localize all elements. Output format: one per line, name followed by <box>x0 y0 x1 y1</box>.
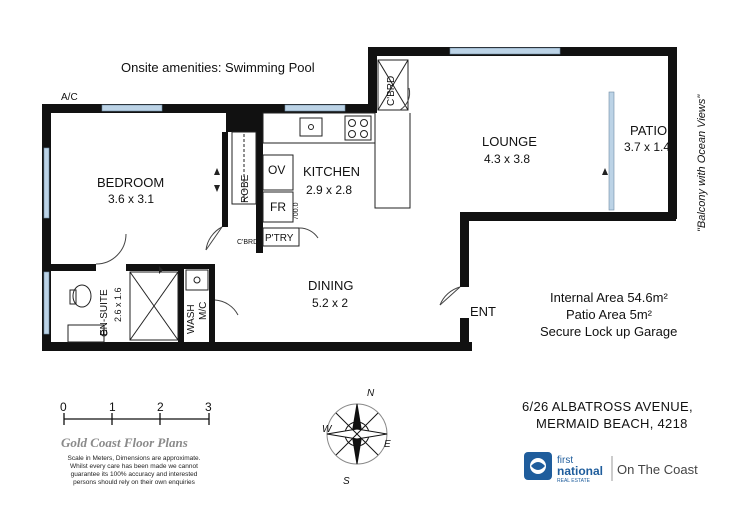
garage-note: Secure Lock up Garage <box>540 324 678 339</box>
scale-tick-1: 1 <box>109 400 116 414</box>
amenities-text: Onsite amenities: Swimming Pool <box>121 60 315 75</box>
fridge-width-label: 700.0 <box>293 202 300 220</box>
disclaimer-line-4: persons should rely on their own enquiries <box>73 479 195 486</box>
cupboard-top-label: C'BRD <box>386 75 397 106</box>
disclaimer-line-3: guarantee its 100% accuracy and interested <box>70 471 198 478</box>
fridge-label: FR <box>270 200 286 214</box>
oven-label: OV <box>268 163 286 177</box>
internal-area: Internal Area 54.6m² <box>550 290 668 305</box>
agent-office: On The Coast <box>617 462 698 477</box>
agent-first: first <box>557 455 574 466</box>
disclaimer-line-2: Whilst every care has been made we cannot <box>70 463 198 470</box>
address-line-2: MERMAID BEACH, 4218 <box>536 416 688 431</box>
entry-label: ENT <box>470 304 496 319</box>
compass-west: W <box>322 424 332 435</box>
compass-south: S <box>343 476 350 487</box>
scale-bar <box>64 413 209 425</box>
scale-tick-2: 2 <box>157 400 164 414</box>
brand-name: Gold Coast Floor Plans <box>61 435 188 450</box>
disclaimer-line-1: Scale in Meters, Dimensions are approximate. <box>67 455 201 462</box>
patio-size: 3.7 x 1.4 <box>624 140 671 154</box>
mc-label: M/C <box>198 301 209 320</box>
patio-area: Patio Area 5m² <box>566 307 652 322</box>
kitchen-size: 2.9 x 2.8 <box>306 183 353 197</box>
compass-rose <box>327 404 387 464</box>
scale-tick-3: 3 <box>205 400 212 414</box>
lounge-size: 4.3 x 3.8 <box>484 152 531 166</box>
ensuite-label: EN-SUITE <box>99 289 110 336</box>
lounge-label: LOUNGE <box>482 134 537 149</box>
dining-size: 5.2 x 2 <box>312 296 349 310</box>
ac-label: A/C <box>61 92 78 103</box>
kitchen-label: KITCHEN <box>303 164 361 179</box>
dining-label: DINING <box>308 278 354 293</box>
pantry-label: P'TRY <box>265 233 294 244</box>
scale-tick-0: 0 <box>60 400 67 414</box>
compass-north: N <box>367 388 375 399</box>
compass-east: E <box>384 439 391 450</box>
bedroom-size: 3.6 x 3.1 <box>108 192 155 206</box>
agent-national: national <box>557 464 604 478</box>
address-line-1: 6/26 ALBATROSS AVENUE, <box>522 399 693 414</box>
bedroom-label: BEDROOM <box>97 175 165 190</box>
ensuite-size: 2.6 x 1.6 <box>113 287 123 322</box>
wash-label: WASH <box>186 304 197 334</box>
balcony-note: "Balcony with Ocean Views" <box>696 94 708 232</box>
agent-real-estate: REAL ESTATE <box>557 478 590 484</box>
patio-label: PATIO <box>630 123 668 138</box>
cupboard-small-label: C'BRD <box>237 239 259 246</box>
robe-label: ROBE <box>240 174 251 203</box>
